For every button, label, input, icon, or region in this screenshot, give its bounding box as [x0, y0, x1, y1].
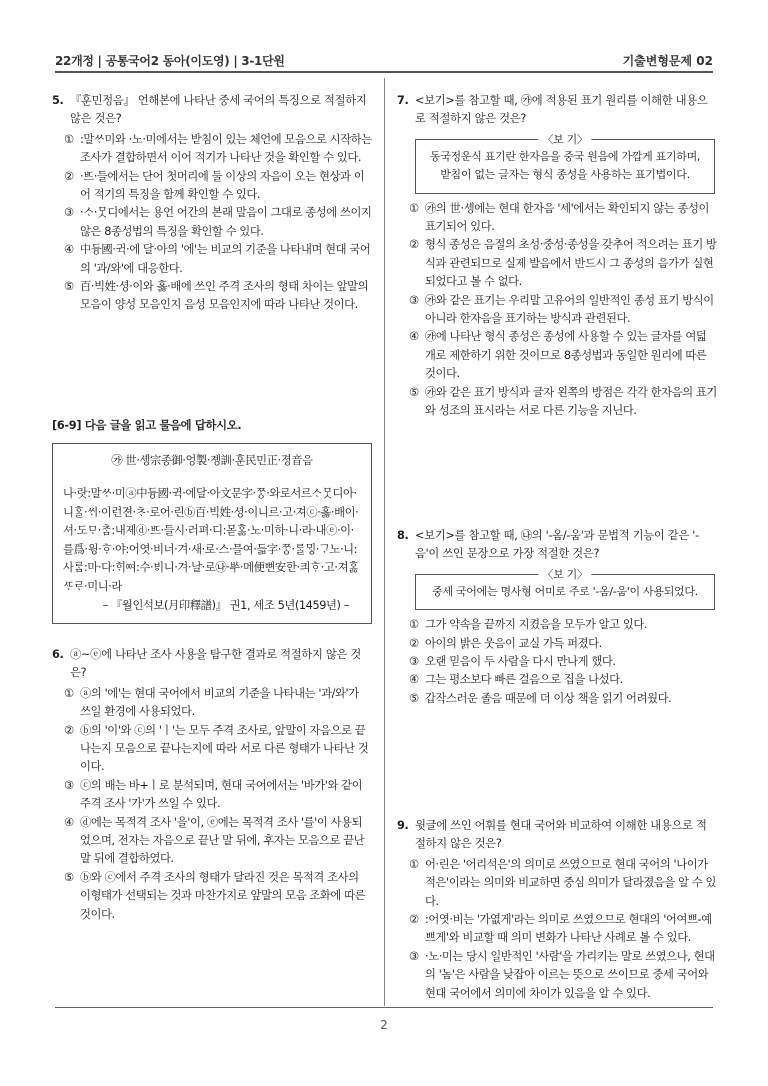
- question-8: [397, 527, 717, 708]
- option-list: [52, 685, 372, 924]
- bogi-box: [415, 132, 715, 194]
- option-1[interactable]: [64, 685, 372, 722]
- option-marker: ①: [409, 618, 419, 632]
- option-text: ⓑ의 '이'와 ⓒ의 'ㅣ'는 모두 주격 조사로, 앞말이 자음으로 끝나는지 모음으로 끝나는지에 따라 서로 다른 형태가 나타난 것이다.: [80, 723, 369, 774]
- question-6: [52, 646, 372, 924]
- passage-heading: [6-9] 다음 글을 읽고 물음에 답하시오.: [52, 419, 242, 432]
- option-marker: ③: [409, 655, 419, 669]
- option-2[interactable]: [64, 168, 372, 205]
- option-text: 형식 종성은 음절의 초성·중성·종성을 갖추어 적으려는 표기 방식과 관련되므로 실제 발음에서 반드시 그 종성의 음가가 실현되었다고 볼 수 없다.: [425, 238, 717, 289]
- bogi-label: 〈보 기〉: [538, 566, 591, 584]
- option-marker: ④: [64, 815, 74, 829]
- option-marker: ④: [64, 243, 74, 257]
- passage-title: ㉮ 世·솅宗종御·엉製·졩訓·훈民민正·졍音음: [111, 454, 313, 468]
- option-marker: ⑤: [64, 870, 74, 884]
- option-2[interactable]: [409, 236, 717, 291]
- option-text: 아이의 밝은 웃음이 교실 가득 퍼졌다.: [425, 636, 602, 650]
- option-marker: ②: [409, 636, 419, 650]
- option-text: 그는 평소보다 빠른 걸음으로 집을 나섰다.: [425, 673, 623, 687]
- footer-rule: [55, 1007, 713, 1008]
- option-text: ·ᄠᅳ·들에서는 단어 첫머리에 둘 이상의 자음이 오는 현상과 이어 적기의 특징을 함께 확인할 수 있다.: [80, 169, 365, 202]
- option-marker: ①: [64, 132, 74, 146]
- question-number: 6.: [52, 648, 64, 661]
- option-1[interactable]: [409, 616, 717, 634]
- option-marker: ⑤: [64, 280, 74, 294]
- option-3[interactable]: [64, 204, 372, 241]
- option-marker: ③: [409, 949, 419, 963]
- header-course-info: 22개정 | 공통국어2 동아(이도영) | 3-1단원: [55, 54, 285, 68]
- question-7: [397, 92, 717, 421]
- question-stem: <보기>를 참고할 때, ㉯의 '-옴/-움'과 문법적 기능이 같은 '-음'이 쓰인 문장으로 가장 적절한 것은?: [415, 529, 699, 561]
- option-marker: ⑤: [409, 385, 419, 399]
- question-number: 8.: [397, 529, 409, 542]
- option-text: ㉮에 나타난 형식 종성은 종성에 사용할 수 있는 글자를 여덟 개로 제한하기 위한 것이므로 8종성법과 동일한 원리에 따른 것이다.: [425, 330, 707, 381]
- option-marker: ①: [409, 857, 419, 871]
- option-list: [397, 616, 717, 708]
- option-list: [397, 200, 717, 421]
- option-3[interactable]: [409, 948, 717, 1003]
- question-stem: 『훈민정음』 언해본에 나타난 중세 국어의 특징으로 적절하지 않은 것은?: [70, 94, 367, 126]
- option-3[interactable]: [409, 292, 717, 329]
- option-2[interactable]: [409, 635, 717, 653]
- option-marker: ②: [409, 238, 419, 252]
- option-list: [52, 131, 372, 315]
- option-text: 그가 약속을 끝까지 지켰음을 모두가 알고 있다.: [425, 618, 648, 632]
- question-stem: ⓐ~ⓔ에 나타난 조사 사용을 탐구한 결과로 적절하지 않은 것은?: [70, 648, 361, 680]
- bogi-text: 중세 국어에는 명사형 어미로 주로 '-옴/-움'이 사용되었다.: [432, 584, 698, 598]
- option-1[interactable]: [64, 131, 372, 168]
- option-text: :말ᄊᆞ미와 ·노·미에서는 받침이 있는 체언에 모음으로 시작하는 조사가 결합하면서 이어 적기가 나타난 것을 확인할 수 있다.: [80, 132, 372, 165]
- option-3[interactable]: [64, 777, 372, 814]
- option-text: ⓒ의 배는 바+ㅣ로 분석되며, 현대 국어에서는 '바가'와 같이 주격 조사 '가'가 쓰일 수 있다.: [80, 778, 363, 811]
- column-divider: [384, 78, 385, 1006]
- option-text: :어엿·비는 '가엾게'라는 의미로 쓰였으므로 현대의 '어여쁘-예쁘게'와 비교할 때 의미 변화가 나타난 사례로 볼 수 있다.: [425, 913, 712, 945]
- question-number: 9.: [397, 819, 409, 832]
- option-text: 오랜 믿음이 두 사람을 다시 만나게 했다.: [425, 655, 616, 669]
- option-text: ㉮와 같은 표기 방식과 글자 왼쪽의 방점은 각각 한자음의 표기와 성조의 표시라는 서로 다른 기능을 지닌다.: [425, 385, 717, 418]
- header-worksheet-title: 기출변형문제 02: [622, 54, 713, 68]
- option-marker: ②: [409, 913, 419, 927]
- question-number: 5.: [52, 94, 64, 107]
- question-5: [52, 92, 372, 315]
- passage-box: [52, 443, 372, 624]
- option-marker: ①: [64, 686, 74, 700]
- option-1[interactable]: [409, 856, 717, 911]
- question-stem: 윗글에 쓰인 어휘를 현대 국어와 비교하여 이해한 내용으로 적절하지 않은 것은?: [415, 819, 707, 851]
- option-text: ·노·미는 당시 일반적인 '사람'을 가리키는 말로 쓰였으나, 현대의 '놈'은 사람을 낮잡아 이르는 뜻으로 쓰이므로 중세 국어와 현대 국어에서 의미에 차이가 있음을 알 수 있다.: [425, 949, 715, 1000]
- option-marker: ③: [64, 778, 74, 792]
- option-list: [397, 856, 717, 1003]
- bogi-text: 동국정운식 표기란 한자음을 중국 원음에 가깝게 표기하며, 받침이 없는 글자는 형식 종성을 사용하는 표기법이다.: [429, 149, 701, 182]
- option-text: ⓑ와 ⓒ에서 주격 조사의 형태가 달라진 것은 목적격 조사의 이형태가 선택되는 것과 마찬가지로 앞말의 모음 조화에 따른 것이다.: [80, 870, 366, 921]
- option-4[interactable]: [409, 328, 717, 383]
- option-text: 어·린은 '어리석은'의 의미로 쓰였으므로 현대 국어의 '나이가 적은'이라는 의미와 비교하면 중심 의미가 달라졌음을 알 수 있다.: [425, 857, 717, 908]
- question-stem: <보기>를 참고할 때, ㉮에 적용된 표기 원리를 이해한 내용으로 적절하지 않은 것은?: [415, 94, 708, 126]
- option-marker: ①: [409, 201, 419, 215]
- option-4[interactable]: [64, 814, 372, 869]
- passage-section: [52, 417, 372, 624]
- option-text: ·ᄉᆞ·ᄆᆞᆺ디에서는 용언 어간의 본래 말음이 그대로 종성에 쓰이지 않은 8종성법의 특징을 확인할 수 있다.: [80, 206, 372, 238]
- option-5[interactable]: [409, 384, 717, 421]
- option-text: 百·빅姓·셩·이와 홇·배에 쓰인 주격 조사의 형태 차이는 앞말의 모음이 양성 모음인지 음성 모음인지에 따라 나타난 것이다.: [80, 280, 369, 312]
- option-marker: ③: [409, 293, 419, 307]
- option-text: 中듕國·귁·에 달·아의 '에'는 비교의 기준을 나타내며 현대 국어의 '과/와'에 대응한다.: [80, 243, 371, 275]
- option-3[interactable]: [409, 653, 717, 671]
- option-5[interactable]: [64, 869, 372, 924]
- question-number: 7.: [397, 94, 409, 107]
- option-2[interactable]: [64, 722, 372, 777]
- option-text: ㉮의 世·솅에는 현대 한자음 '세'에서는 확인되지 않는 종성이 표기되어 있다.: [425, 201, 710, 234]
- option-4[interactable]: [64, 241, 372, 278]
- option-marker: ④: [409, 673, 419, 687]
- option-marker: ⑤: [409, 691, 419, 705]
- page-number: 2: [380, 1018, 388, 1032]
- option-text: 갑작스러운 졸음 때문에 더 이상 책을 읽기 어려웠다.: [425, 691, 672, 705]
- option-1[interactable]: [409, 200, 717, 237]
- option-text: ⓓ에는 목적격 조사 '을'이, ⓔ에는 목적격 조사 '를'이 사용되었으며, 전자는 자음으로 끝난 말 뒤에, 후자는 모음으로 끝난 말 뒤에 결합하였다.: [80, 815, 365, 866]
- option-text: ⓐ의 '에'는 현대 국어에서 비교의 기준을 나타내는 '과/와'가 쓰일 환경에 사용되었다.: [80, 686, 359, 719]
- option-text: ㉮와 같은 표기는 우리말 고유어의 일반적인 종성 표기 방식이 아니라 한자음을 표기하는 방식과 관련된다.: [425, 293, 714, 326]
- option-5[interactable]: [409, 690, 717, 708]
- option-5[interactable]: [64, 278, 372, 315]
- passage-body: 나·랏:말ᄊᆞ·미ⓐ中듕國·귁·에달·아文문字·ᄍᆞᆼ·와로서르ᄉᆞᄆᆞᆺ디아·니ᄒᆞᆯ·ᄊᆡ·이런젼·ᄎᆞ·로어·린ⓑ百·빅姓·셩·이니르·고·져ⓒ·홇·배이·셔·도ᄆᆞ·ᄎᆞᆷ:내제ⓓ·ᄠᅳ·들시·러펴·디:몯ᄒᆞᇙ·노·미하·니·라·내ⓔ·이·를爲·윙·ᄒᆞ·야:어엿·비너·겨·새·로·스·믈여·듧字·ᄍᆞᆼ·ᄅᆞᆯᄆᆡᇰ·ᄀᆞ노·니:사ᄅᆞᆷ:마·다:ᄒᆡᅇᅧ:수·ᄫᅵ니·겨·날·로㉯·ᄡᅮ·메便뼌安ᅙᅡᆫ·킈ᄒᆞ·고·져ᄒᆞᇙᄯᆞᄅᆞ·미니·라: [63, 487, 359, 593]
- page-header: [55, 48, 713, 70]
- option-4[interactable]: [409, 671, 717, 689]
- question-9: [397, 817, 717, 1003]
- option-marker: ④: [409, 330, 419, 344]
- option-marker: ③: [64, 206, 74, 220]
- option-marker: ②: [64, 169, 74, 183]
- bogi-box: [415, 567, 715, 610]
- option-marker: ②: [64, 723, 74, 737]
- option-2[interactable]: [409, 911, 717, 948]
- bogi-label: 〈보 기〉: [538, 131, 591, 149]
- passage-source: – 『월인석보(月印釋譜)』 권1, 세조 5년(1459년) –: [102, 598, 349, 612]
- header-rule: [55, 71, 713, 73]
